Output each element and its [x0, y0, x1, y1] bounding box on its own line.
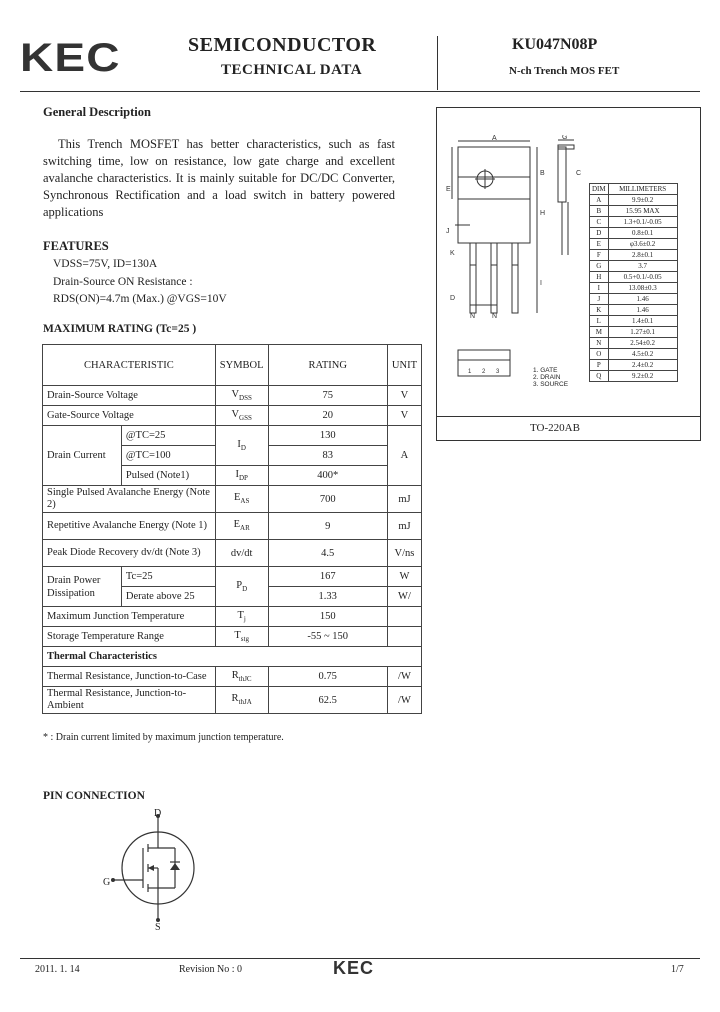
- dim-label-k: K: [450, 250, 455, 257]
- feature-line-1: VDSS=75V, ID=130A: [53, 258, 158, 270]
- symbol-rthjc: $R_{thJC}$: [215, 667, 268, 687]
- max-rating-title: MAXIMUM RATING (Tc=25 ): [43, 323, 197, 335]
- table-row: [43, 627, 422, 647]
- symbol-vdss: $V_{DSS}$: [215, 386, 268, 406]
- footer-date: 2011. 1. 14: [35, 964, 80, 975]
- row-label: Peak Diode Recovery dv/dt (Note 3): [43, 540, 216, 567]
- dim-key: N: [590, 338, 609, 349]
- dim-key: E: [590, 239, 609, 250]
- feature-line-3: RDS(ON)=4.7m (Max.) @VGS=10V: [53, 293, 227, 305]
- row-label: Maximum Junction Temperature: [43, 607, 216, 627]
- dim-label-e: E: [446, 186, 451, 193]
- rating-value: 130: [268, 426, 387, 446]
- dim-label-d: D: [450, 295, 456, 302]
- dim-key: O: [590, 349, 609, 360]
- unit-value: V: [387, 406, 421, 426]
- dim-label-h: H: [540, 210, 546, 217]
- dim-key: M: [590, 327, 609, 338]
- dim-value: 2.4±0.2: [608, 360, 677, 371]
- channel-arrow: [148, 865, 154, 871]
- package-name: TO-220AB: [530, 422, 580, 434]
- dim-label-b: B: [540, 170, 545, 177]
- dim-key: F: [590, 250, 609, 261]
- condition: @TC=100: [121, 446, 215, 466]
- dim-value: 2.54±0.2: [608, 338, 677, 349]
- dim-key: L: [590, 316, 609, 327]
- dim-label-n2: N: [492, 313, 498, 320]
- rating-value: 9: [268, 513, 387, 540]
- rating-value: 20: [268, 406, 387, 426]
- dim-value: 3.7: [608, 261, 677, 272]
- dim-value: 1.4±0.1: [608, 316, 677, 327]
- device-type: N-ch Trench MOS FET: [509, 65, 620, 77]
- package-box-divider: [436, 416, 700, 417]
- footer-page: 1/7: [671, 964, 684, 975]
- footer-revision: Revision No : 0: [179, 964, 243, 975]
- table-header-row: [43, 345, 422, 386]
- pin-legend: [533, 367, 568, 388]
- symbol-pd: $P_D$: [215, 567, 268, 607]
- semiconductor-heading: SEMICONDUCTOR: [188, 34, 377, 56]
- condition: Pulsed (Note1): [121, 466, 215, 486]
- dim-row: [590, 261, 678, 272]
- unit-value: mJ: [387, 486, 421, 513]
- dim-label-g: G: [562, 135, 568, 141]
- rating-value: 150: [268, 607, 387, 627]
- dimension-table: [589, 183, 678, 382]
- unit-value: /W: [387, 667, 421, 687]
- mm-header: MILLIMETERS: [608, 184, 677, 195]
- rating-value: 83: [268, 446, 387, 466]
- dim-key: H: [590, 272, 609, 283]
- rating-value: 0.75: [268, 667, 387, 687]
- dim-row: [590, 338, 678, 349]
- dim-row: [590, 360, 678, 371]
- dim-value: 0.5+0.1/-0.05: [608, 272, 677, 283]
- symbol-ear: $E_{AR}$: [215, 513, 268, 540]
- dim-label-c: C: [576, 170, 582, 177]
- pin-label-s: S: [155, 922, 161, 933]
- dim-row: [590, 228, 678, 239]
- technical-data-heading: TECHNICAL DATA: [221, 62, 363, 78]
- part-number: KU047N08P: [512, 36, 598, 53]
- dim-row: [590, 239, 678, 250]
- general-description-title: General Description: [43, 105, 151, 119]
- symbol-dvdt: dv/dt: [215, 540, 268, 567]
- lead-1: [470, 243, 476, 313]
- unit-value: W: [387, 567, 421, 587]
- row-label: Thermal Resistance, Junction-to-Ambient: [43, 687, 216, 714]
- body-diode: [170, 863, 180, 870]
- rating-value: 1.33: [268, 587, 387, 607]
- package-body: [458, 199, 530, 243]
- dim-key: A: [590, 195, 609, 206]
- header-divider: [437, 36, 438, 90]
- dim-key: P: [590, 360, 609, 371]
- symbol-rthja: $R_{thJA}$: [215, 687, 268, 714]
- col-rating: RATING: [268, 345, 387, 386]
- rating-value: 62.5: [268, 687, 387, 714]
- rating-value: -55 ~ 150: [268, 627, 387, 647]
- dim-key: J: [590, 294, 609, 305]
- mosfet-symbol: [95, 808, 225, 933]
- dim-row: [590, 371, 678, 382]
- rating-value: 400*: [268, 466, 387, 486]
- col-characteristic: CHARACTERISTIC: [43, 345, 216, 386]
- pin-legend-source: 3. SOURCE: [533, 381, 569, 388]
- dim-row: [590, 206, 678, 217]
- table-row: [43, 540, 422, 567]
- row-label: Drain-Source Voltage: [43, 386, 216, 406]
- dim-value: 1.27±0.1: [608, 327, 677, 338]
- symbol-id: $I_D$: [215, 426, 268, 466]
- dim-header: DIM: [590, 184, 609, 195]
- row-label: Drain Power Dissipation: [43, 567, 122, 607]
- pin-label-g: G: [103, 877, 111, 888]
- dim-value: 9.9±0.2: [608, 195, 677, 206]
- thermal-title: Thermal Characteristics: [43, 647, 422, 667]
- condition: Tc=25: [121, 567, 215, 587]
- feature-line-2: Drain-Source ON Resistance :: [53, 276, 193, 288]
- pin-legend-gate: 1. GATE: [533, 367, 558, 374]
- header-rule: [20, 91, 700, 92]
- unit-value: /W: [387, 687, 421, 714]
- package-drawing: [440, 135, 590, 400]
- col-symbol: SYMBOL: [215, 345, 268, 386]
- unit-value: W/: [387, 587, 421, 607]
- svg-text:3: 3: [496, 369, 500, 375]
- table-row: [43, 426, 422, 446]
- package-body-top: [458, 177, 530, 199]
- max-rating-table: [42, 344, 422, 714]
- row-label: Gate-Source Voltage: [43, 406, 216, 426]
- dim-value: 1.46: [608, 305, 677, 316]
- dim-value: φ3.6±0.2: [608, 239, 677, 250]
- rating-value: 4.5: [268, 540, 387, 567]
- lead-3: [512, 243, 518, 313]
- dim-row: [590, 349, 678, 360]
- dim-header-row: [590, 184, 678, 195]
- symbol-idp: $I_{DP}$: [215, 466, 268, 486]
- table-row: [43, 567, 422, 587]
- unit-value: V: [387, 386, 421, 406]
- dim-row: [590, 195, 678, 206]
- dim-key: K: [590, 305, 609, 316]
- svg-text:2: 2: [482, 369, 486, 375]
- dim-row: [590, 316, 678, 327]
- dim-key: D: [590, 228, 609, 239]
- pin-connection-title: PIN CONNECTION: [43, 790, 145, 802]
- dim-label-a: A: [492, 135, 497, 142]
- dim-row: [590, 327, 678, 338]
- rating-value: 700: [268, 486, 387, 513]
- table-row: [43, 667, 422, 687]
- dim-row: [590, 283, 678, 294]
- side-view-body: [558, 147, 566, 202]
- symbol-eas: $E_{AS}$: [215, 486, 268, 513]
- table-row: [43, 386, 422, 406]
- dim-label-i: I: [540, 280, 542, 287]
- dim-value: 13.08±0.3: [608, 283, 677, 294]
- dim-value: 9.2±0.2: [608, 371, 677, 382]
- dim-key: I: [590, 283, 609, 294]
- dim-row: [590, 305, 678, 316]
- dim-value: 4.5±0.2: [608, 349, 677, 360]
- features-title: FEATURES: [43, 239, 109, 253]
- dim-value: 2.8±0.1: [608, 250, 677, 261]
- condition: @TC=25: [121, 426, 215, 446]
- svg-text:1: 1: [468, 369, 472, 375]
- row-label: Storage Temperature Range: [43, 627, 216, 647]
- dim-value: 0.8±0.1: [608, 228, 677, 239]
- table-row: [43, 406, 422, 426]
- symbol-vgss: $V_{GSS}$: [215, 406, 268, 426]
- dim-row: [590, 272, 678, 283]
- dim-key: B: [590, 206, 609, 217]
- row-label: Single Pulsed Avalanche Energy (Note 2): [43, 486, 216, 513]
- table-row: [43, 607, 422, 627]
- table-row: [43, 513, 422, 540]
- row-label: Drain Current: [43, 426, 122, 486]
- kec-logo: KEC: [20, 36, 121, 80]
- dim-value: 15.95 MAX: [608, 206, 677, 217]
- table-row: [43, 687, 422, 714]
- unit-value: mJ: [387, 513, 421, 540]
- table-footnote: * : Drain current limited by maximum junction temperature.: [43, 732, 284, 743]
- rating-value: 75: [268, 386, 387, 406]
- dim-label-n: N: [470, 313, 476, 320]
- dim-key: Q: [590, 371, 609, 382]
- symbol-tstg: $T_{stg}$: [215, 627, 268, 647]
- col-unit: UNIT: [387, 345, 421, 386]
- row-label: Thermal Resistance, Junction-to-Case: [43, 667, 216, 687]
- pin-label-d: D: [154, 808, 162, 819]
- dim-row: [590, 250, 678, 261]
- table-row: [43, 486, 422, 513]
- general-description-text: This Trench MOSFET has better characteristics, such as fast switching time, low on resistance, low gate charge and excellent avalanche characteristics. It is mainly suitable for DC/DC Converter, Synchronous Rectification and a load switch in battery powered applications: [43, 137, 395, 219]
- symbol-tj: $T_j$: [215, 607, 268, 627]
- package-tab: [458, 147, 530, 177]
- dim-row: [590, 217, 678, 228]
- dim-key: G: [590, 261, 609, 272]
- condition: Derate above 25: [121, 587, 215, 607]
- dim-value: 1.3+0.1/-0.05: [608, 217, 677, 228]
- dim-key: C: [590, 217, 609, 228]
- dim-value: 1.46: [608, 294, 677, 305]
- rating-value: 167: [268, 567, 387, 587]
- unit-value: A: [387, 426, 421, 486]
- thermal-header-row: [43, 647, 422, 667]
- dim-row: [590, 294, 678, 305]
- row-label: Repetitive Avalanche Energy (Note 1): [43, 513, 216, 540]
- lead-2: [491, 243, 497, 313]
- unit-value: V/ns: [387, 540, 421, 567]
- footer-kec-logo: KEC: [333, 958, 375, 978]
- pin-legend-drain: 2. DRAIN: [533, 374, 561, 381]
- dim-label-j: J: [446, 228, 450, 235]
